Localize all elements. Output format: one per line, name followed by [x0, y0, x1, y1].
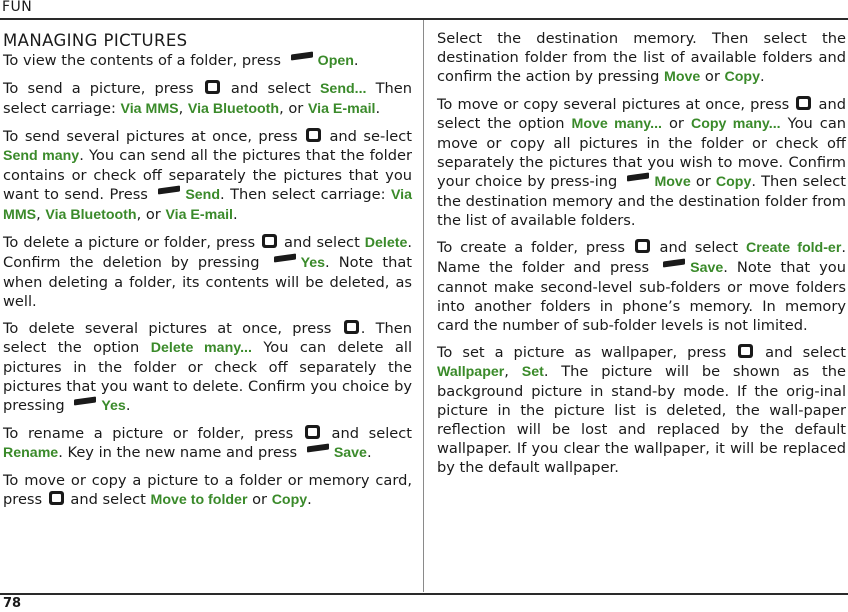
chapter-title: FUN [2, 0, 33, 15]
paragraph-wallpaper: To set a picture as wallpaper, press and select Wallpaper, Set. The picture will be shown as the background picture in stand-by mode. If the orig-inal picture in the picture list is deleted, the wall-paper reflection will be lost and replaced by the default wallpaper. If you clear the wallpaper, it will be replaced by the default wallpaper. [437, 344, 847, 476]
keyword-send: Send [185, 187, 221, 203]
keyword-copy: Copy [271, 492, 308, 508]
keyword-open: Open [317, 53, 354, 69]
keyword-yes: Yes [300, 255, 326, 271]
keyword-via-bluetooth: Via Bluetooth [45, 207, 137, 223]
left-softkey-icon [661, 258, 687, 268]
keyword-via-email: Via E-mail [165, 207, 233, 223]
paragraph-view-folder: To view the contents of a folder, press Open. [3, 52, 359, 69]
page-number: 78 [3, 596, 22, 611]
menu-key-icon [306, 128, 321, 142]
keyword-send-many: Send many [3, 148, 80, 164]
left-softkey-icon [272, 253, 298, 263]
section-title: MANAGING PICTURES [3, 31, 188, 50]
left-column [3, 31, 412, 518]
left-softkey-icon [289, 51, 315, 61]
column-divider [423, 20, 424, 592]
paragraph-rename: To rename a picture or folder, press and select Rename. Key in the new name and press Save. [3, 425, 412, 461]
menu-key-icon [635, 239, 650, 253]
keyword-save: Save [333, 445, 367, 461]
keyword-copy-many: Copy many... [690, 116, 781, 132]
header-rule [0, 18, 848, 20]
menu-key-icon [796, 96, 811, 110]
menu-key-icon [49, 491, 64, 505]
paragraph-send-many: To send several pictures at once, press and se-lect Send many. You can send all the pictures that the folder contains or check off separately the pictures that you want to send. Press Send. Then select carriage: Via MMS, Via Bluetooth, or Via E-mail. [3, 128, 412, 223]
menu-key-icon [738, 344, 753, 358]
keyword-copy: Copy [724, 69, 760, 85]
left-softkey-icon [156, 185, 182, 195]
keyword-rename: Rename [3, 445, 59, 461]
footer-rule [0, 593, 848, 595]
menu-key-icon [262, 234, 277, 248]
paragraph-move-many: To move or copy several pictures at once, press and select the option Move many... or Copy many... You can move or copy all pictures in the folder or check off separately the pictures that you wish to move. Confirm your choice by press-ing Move or Copy. Then select the destination memory and the destination folder from the list of available folders. [437, 96, 847, 229]
keyword-delete: Delete [364, 235, 408, 251]
paragraph-move-copy: To move or copy a picture to a folder or memory card, press and select Move to folder or Copy. [3, 472, 412, 508]
left-softkey-icon [625, 172, 651, 182]
keyword-wallpaper: Wallpaper [437, 364, 505, 380]
menu-key-icon [344, 320, 359, 334]
paragraph-destination: Select the destination memory. Then select the destination folder from the list of available folders and confirm the action by pressing Move or Copy. [437, 30, 846, 85]
keyword-move: Move [654, 174, 691, 190]
page-header [0, 0, 848, 20]
keyword-via-mms: Via MMS [3, 187, 412, 223]
keyword-copy: Copy [715, 174, 752, 190]
keyword-via-bluetooth: Via Bluetooth [187, 101, 280, 117]
keyword-set: Set [521, 364, 544, 380]
keyword-move: Move [664, 69, 701, 85]
left-softkey-icon [305, 443, 331, 453]
keyword-save: Save [690, 260, 724, 276]
keyword-yes: Yes [101, 398, 126, 414]
menu-key-icon [305, 425, 320, 439]
menu-key-icon [205, 80, 220, 94]
left-softkey-icon [72, 396, 98, 406]
paragraph-send-picture: To send a picture, press and select Send... Then select carriage: Via MMS, Via Bluetooth, or Via E-mail. [3, 80, 413, 117]
keyword-send: Send... [319, 81, 367, 97]
keyword-via-mms: Via MMS [120, 101, 179, 117]
keyword-via-email: Via E-mail [307, 101, 376, 117]
paragraph-delete-many: To delete several pictures at once, press . Then select the option Delete many... You can delete all pictures in the folder or check off separately the pictures that you want to delete. Confirm you choice by pressing Yes. [3, 320, 413, 414]
keyword-create-folder: Create fold-er [745, 240, 842, 256]
keyword-move-to-folder: Move to folder [150, 492, 248, 508]
paragraph-delete: To delete a picture or folder, press and select Delete. Confirm the deletion by pressing Yes. Note that when deleting a folder, its contents will be deleted, as well. [3, 234, 413, 310]
keyword-delete-many: Delete many... [150, 340, 252, 356]
paragraph-create-folder: To create a folder, press and select Create fold-er. Name the folder and press Save. Note that you cannot make second-level sub-folders or move folders into another folders in phone’s memory. In memory card the number of sub-folder levels is not limited. [437, 239, 846, 334]
right-column [437, 29, 846, 485]
keyword-move-many: Move many... [571, 116, 662, 132]
